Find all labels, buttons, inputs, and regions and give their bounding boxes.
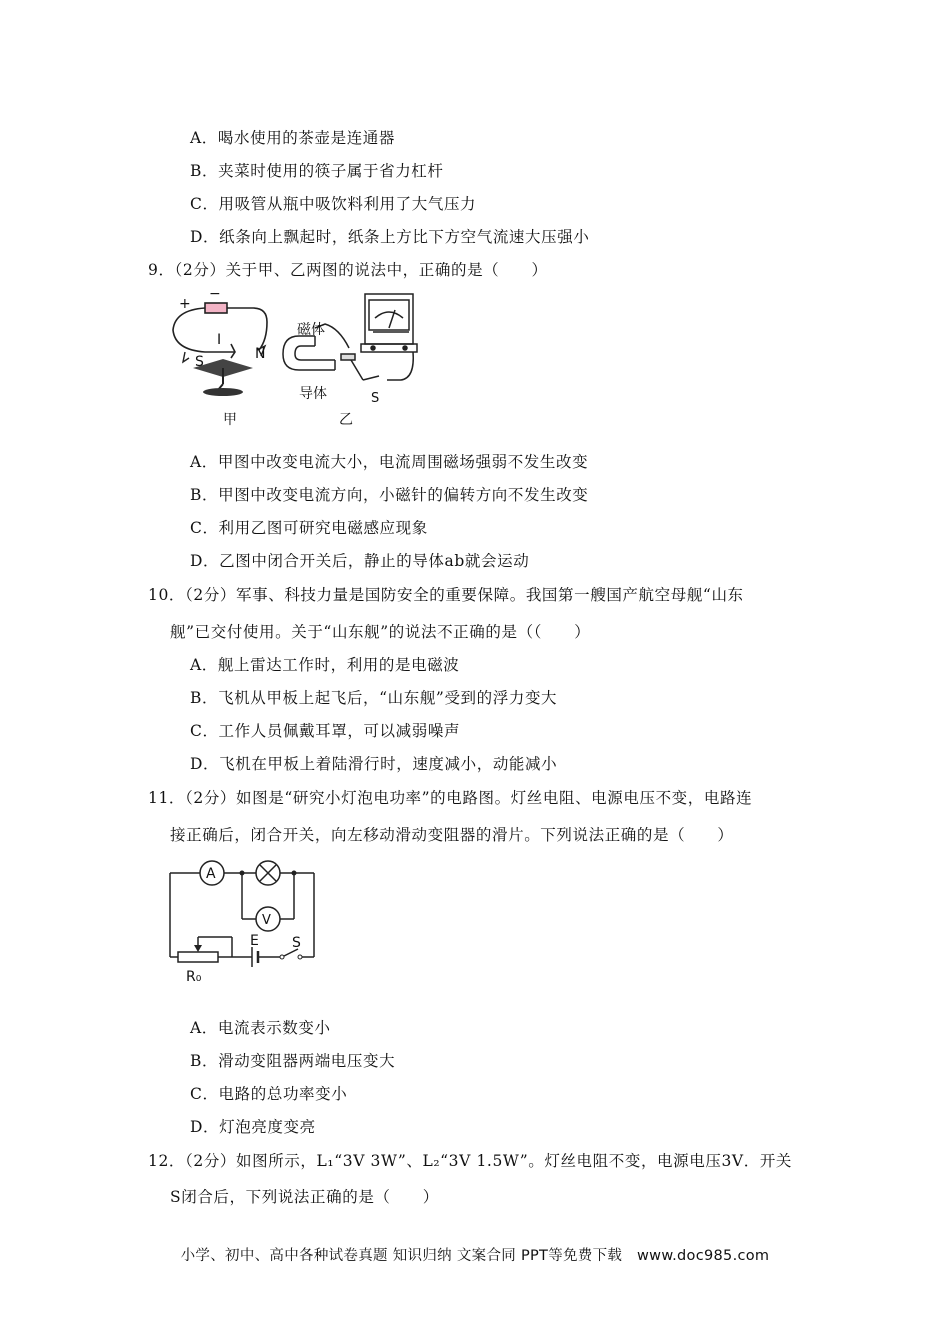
q9-option-a: A．甲图中改变电流大小，电流周围磁场强弱不发生改变: [190, 453, 589, 471]
q12-stem-line1: 12．（2分）如图所示，L₁“3V 3W”、L₂“3V 1.5W”。灯丝电阻不变，电源电压3V．开关: [148, 1152, 793, 1170]
jia-minus: −: [209, 288, 221, 302]
q10-option-d: D．飞机在甲板上着陆滑行时，速度减小，动能减小: [190, 755, 558, 773]
switch-label: S: [292, 935, 301, 951]
q11-option-b: B．滑动变阻器两端电压变大: [190, 1052, 396, 1070]
q11-stem-line1: 11．（2分）如图是“研究小灯泡电功率”的电路图。灯丝电阻、电源电压不变，电路连: [148, 789, 753, 807]
q9-option-c: C．利用乙图可研究电磁感应现象: [190, 519, 428, 537]
jia-plus: +: [179, 296, 191, 312]
q9-option-b: B．甲图中改变电流方向，小磁针的偏转方向不发生改变: [190, 486, 589, 504]
q8-option-b: B．夹菜时使用的筷子属于省力杠杆: [190, 162, 444, 180]
q10-option-a: A．舰上雷达工作时，利用的是电磁波: [190, 656, 460, 674]
jia-current: I: [217, 332, 222, 348]
q12-stem-line2: S闭合后，下列说法正确的是（ ）: [170, 1188, 439, 1206]
source-label: E: [250, 933, 259, 949]
yi-magnet-label: 磁体: [297, 322, 325, 338]
q11-stem-line2: 接正确后，闭合开关，向左移动滑动变阻器的滑片。下列说法正确的是（ ）: [170, 826, 734, 844]
q11-option-d: D．灯泡亮度变亮: [190, 1118, 316, 1136]
q9-stem: 9．（2分）关于甲、乙两图的说法中，正确的是（ ）: [148, 261, 548, 279]
jia-north: N: [255, 346, 266, 362]
rheostat-label: R₀: [186, 969, 202, 985]
q10-option-c: C．工作人员佩戴耳罩，可以减弱噪声: [190, 722, 461, 740]
q9-option-d: D．乙图中闭合开关后，静止的导体ab就会运动: [190, 552, 530, 570]
q11-option-c: C．电路的总功率变小: [190, 1085, 348, 1103]
q10-stem-line2: 舰”已交付使用。关于“山东舰”的说法不正确的是（（ ）: [170, 623, 591, 641]
q10-option-b: B．飞机从甲板上起飞后，“山东舰”受到的浮力变大: [190, 689, 558, 707]
yi-caption: 乙: [339, 412, 353, 428]
q9-figure: [165, 288, 430, 433]
q10-stem-line1: 10．（2分）军事、科技力量是国防安全的重要保障。我国第一艘国产航空母舰“山东: [148, 586, 744, 604]
yi-conductor-label: 导体: [299, 386, 327, 402]
page-footer: 小学、初中、高中各种试卷真题 知识归纳 文案合同 PPT等免费下载 www.doc985.com: [180, 1248, 770, 1264]
q8-option-a: A．喝水使用的茶壶是连通器: [190, 129, 395, 147]
q8-option-c: C．用吸管从瓶中吸饮料利用了大气压力: [190, 195, 477, 213]
q11-circuit: [160, 855, 330, 985]
jia-caption: 甲: [223, 412, 237, 428]
jia-south: S: [195, 354, 204, 370]
q8-option-d: D．纸条向上飘起时，纸条上方比下方空气流速大压强小: [190, 228, 590, 246]
q11-option-a: A．电流表示数变小: [190, 1019, 331, 1037]
ammeter-label: A: [206, 866, 216, 882]
voltmeter-label: V: [262, 913, 271, 928]
yi-switch-label: S: [371, 391, 380, 406]
